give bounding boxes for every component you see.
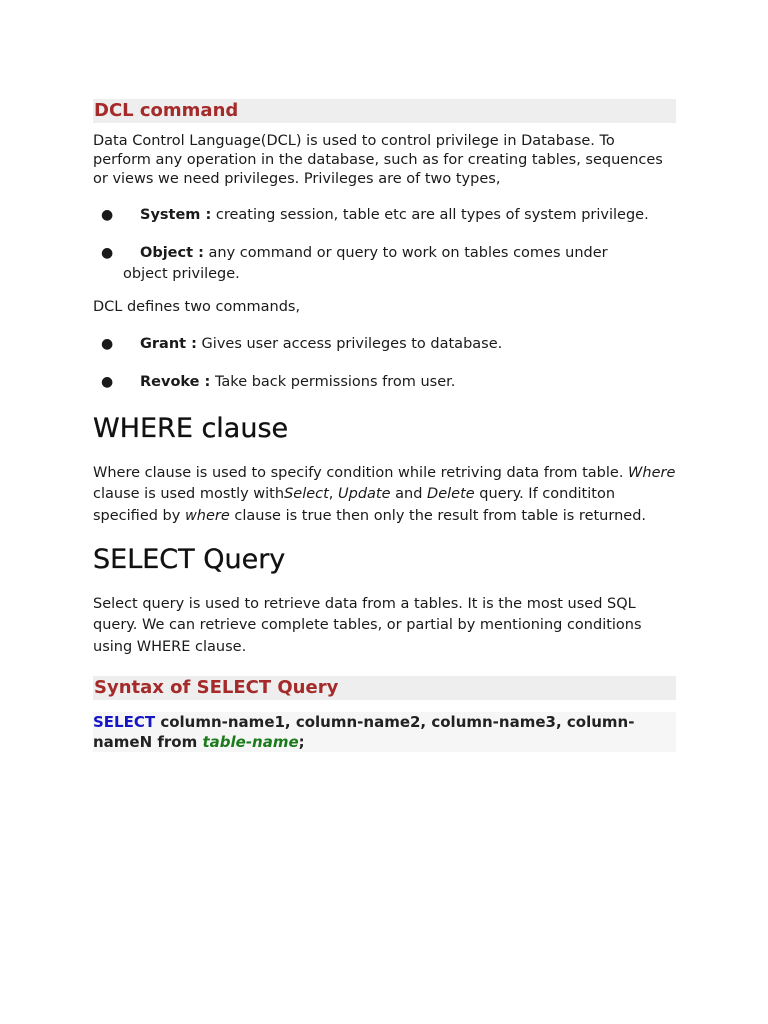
emphasis-delete: Delete xyxy=(427,486,475,503)
list-item-text: creating session, table etc are all types of system privilege. xyxy=(211,207,649,223)
privilege-types-list xyxy=(93,205,676,285)
list-item-term: System : xyxy=(140,207,212,223)
syntax-heading: Syntax of SELECT Query xyxy=(93,676,676,700)
bullet-icon: ● xyxy=(101,373,114,390)
list-item-text: Take back permissions from user. xyxy=(210,373,456,390)
syntax-code-block xyxy=(93,712,676,752)
list-item-text-continued: object privilege. xyxy=(123,266,240,282)
dcl-command-heading: DCL command xyxy=(93,99,676,123)
sql-columns: column-name1, column-name2, column-name3, column-nameN from xyxy=(93,712,635,751)
list-item xyxy=(93,205,676,226)
where-clause-paragraph xyxy=(93,463,676,528)
document-page xyxy=(93,99,676,752)
select-query-paragraph: Select query is used to retrieve data from a tables. It is the most used SQL query. We can retrieve complete tables, or partial by mentioning conditions using WHERE clause. xyxy=(93,595,642,656)
list-item-term: Revoke : xyxy=(140,373,211,390)
emphasis-select: Select xyxy=(284,486,329,503)
select-query-heading: SELECT Query xyxy=(93,543,286,575)
list-item-term: Grant : xyxy=(140,335,197,352)
bullet-icon: ● xyxy=(101,207,114,223)
text-run: query. If condititon specified by xyxy=(93,486,616,524)
where-clause-heading: WHERE clause xyxy=(93,412,289,444)
list-item xyxy=(93,334,676,355)
emphasis-update: Update xyxy=(338,486,391,503)
dcl-defines-paragraph: DCL defines two commands, xyxy=(93,299,301,315)
emphasis-where: where xyxy=(184,507,230,524)
dcl-commands-list xyxy=(93,334,676,393)
bullet-icon: ● xyxy=(101,245,114,261)
list-item xyxy=(93,243,676,285)
text-run: Where clause is used to specify condition while retriving data from table. xyxy=(93,464,629,481)
dcl-intro-paragraph: Data Control Language(DCL) is used to control privilege in Database. To perform any operation in the database, such as for creating tables, sequences or views we need privileges. Privileges are of two types, xyxy=(93,133,663,187)
text-run: clause is used mostly with xyxy=(93,486,285,503)
sql-terminator: ; xyxy=(298,732,305,751)
sql-table-name: table-name xyxy=(202,732,299,751)
text-run: and xyxy=(390,486,428,503)
emphasis-where: Where xyxy=(628,464,676,481)
sql-keyword: SELECT xyxy=(93,712,156,731)
text-run: clause is true then only the result from table is returned. xyxy=(229,507,647,524)
list-item-term: Object : xyxy=(140,245,204,261)
bullet-icon: ● xyxy=(101,335,114,352)
list-item xyxy=(93,372,676,393)
text-run: , xyxy=(328,486,339,503)
list-item-text: Gives user access privileges to database. xyxy=(196,335,503,352)
list-item-text: any command or query to work on tables comes under xyxy=(203,245,608,261)
